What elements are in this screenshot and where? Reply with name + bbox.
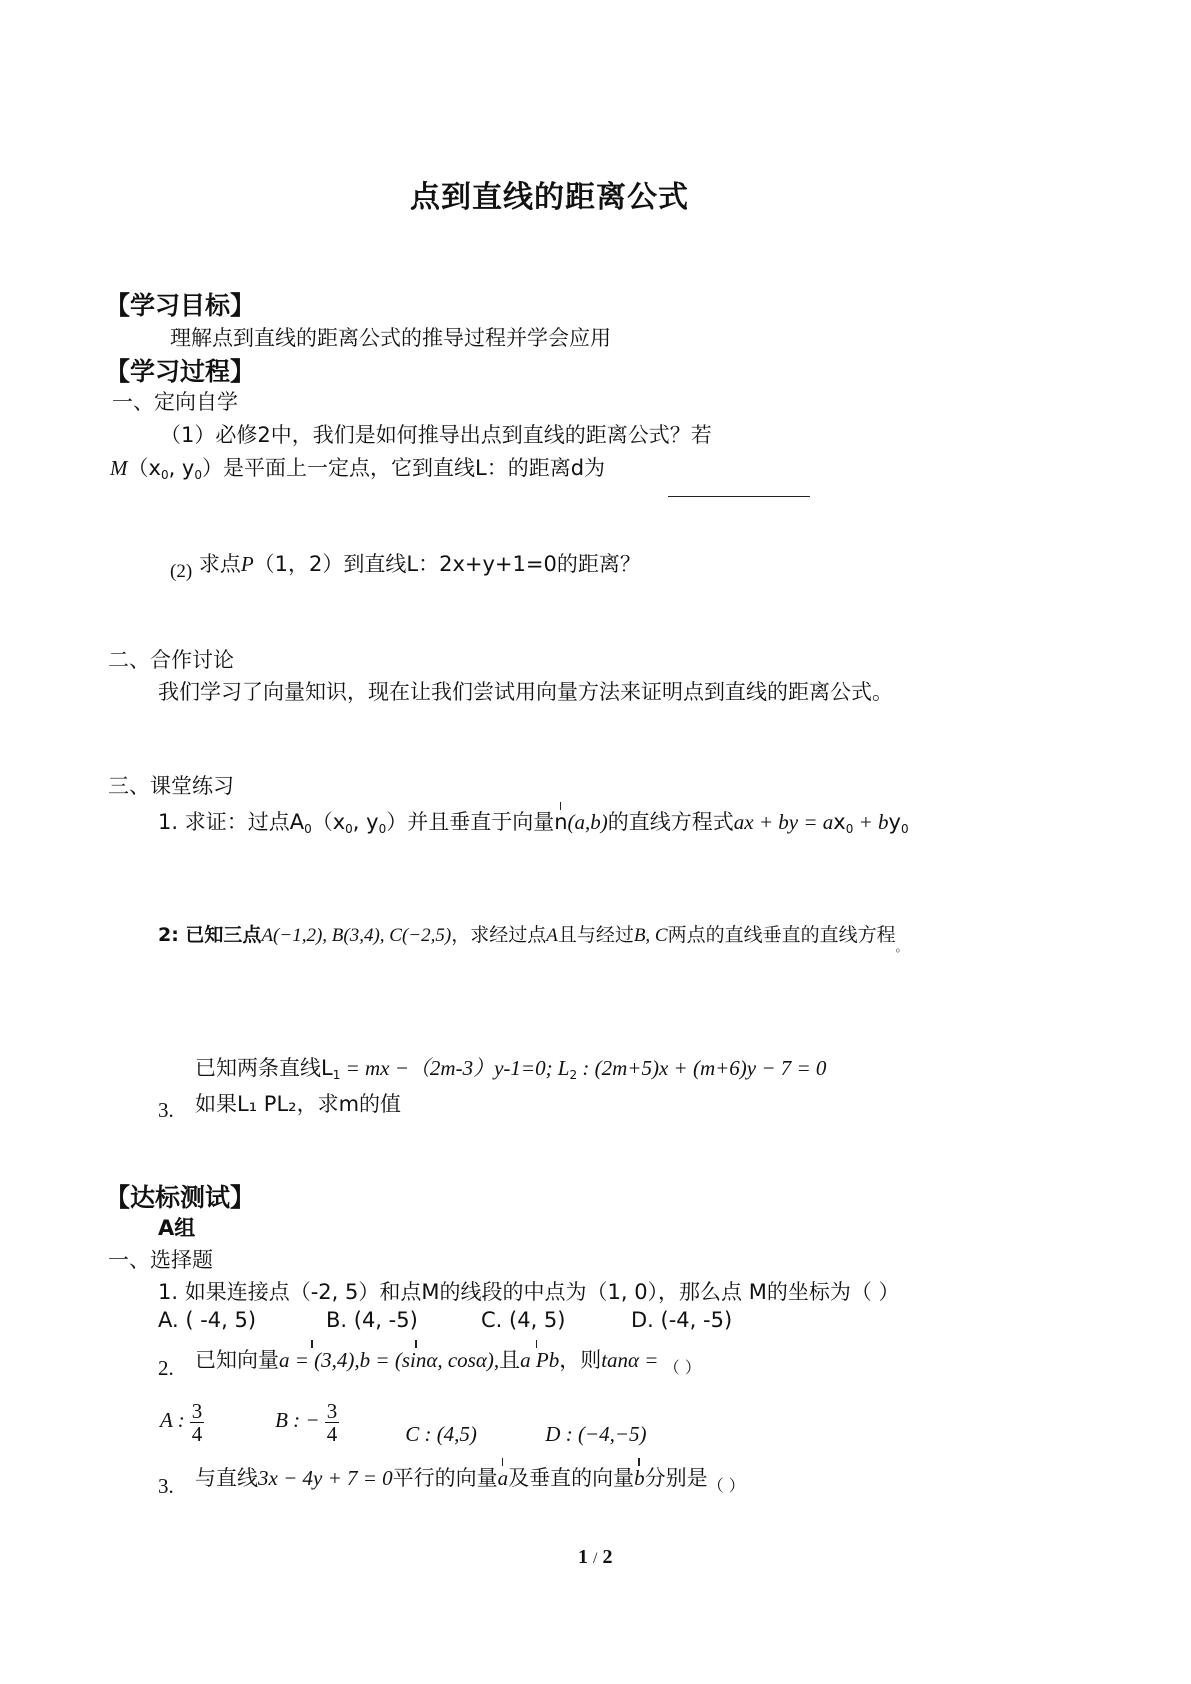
test-q3 [195,1462,745,1496]
goal-text: 理解点到直线的距离公式的推导过程并学会应用 [170,326,611,350]
q1-option-b[interactable]: B. (4, -5) [326,1308,418,1332]
q1-line1: （1）必修2中，我们是如何推导出点到直线的距离公式？若 [160,423,712,447]
q2-tan: tanα = [601,1348,664,1372]
q3-vector-a: a [497,1466,509,1490]
part2-heading: 二、合作讨论 [108,648,234,672]
q2-line [170,548,641,583]
exercise-3-line1: 已知两条直线$L_1$ = mx −（2m-3）y-1=0; $L_2$ : (2m+5)x + (m+6)y − 7 = 0 [195,1056,827,1082]
ex3-L1-eq: = mx −（2m-3）y-1=0; L [340,1056,570,1080]
q3-text-a: 与直线 [195,1466,258,1490]
ex1-text-a: 1. 求证：过点A [158,810,305,834]
test-q2 [195,1344,701,1378]
ex2-text-d: 两点的直线垂直的直线方程 [667,924,896,946]
point-P: P [240,552,254,576]
ex1-equation: ax + by = a [733,810,834,834]
q2-text-a: 求点 [198,552,241,576]
ex1-text-d: 的直线方程式 [607,810,734,834]
page-separator: / [593,1550,598,1567]
exercise-1: 1. 求证：过点$A_0(x_0$, $y_0$）并且垂直于向量n(a,b)的直线方程式ax + by = $ax_0 + by_0$ [158,810,909,836]
q3-text-d: 分别是 [644,1466,708,1490]
exercise-2 [158,920,908,955]
part3-heading: 三、课堂练习 [108,774,234,798]
vector-n: n [554,810,568,834]
ex2-end: 。 [895,940,908,954]
q2-text-a: 已知向量 [195,1348,279,1372]
q1-line2-text: 是平面上一定点，它到直线L：的距离d为 [223,456,606,480]
point-coords: （$x_0$, $y_0$） [127,456,223,482]
q1-option-d[interactable]: D. (-4, -5) [631,1308,733,1332]
point-M: M [110,456,128,480]
q1-options [158,1308,732,1332]
q2-option-a[interactable]: A : $\frac{3}{4}$ [160,1399,203,1447]
q2-text-b: （1，2）到直线L：2x+y+1=0的距离？ [253,552,641,576]
section-heading-goal: 【学习目标】 [105,291,256,320]
q3-answer-paren[interactable]: （ ） [707,1476,745,1495]
answer-blank[interactable] [668,482,810,501]
q2-option-c[interactable]: C : (4,5) [405,1422,477,1447]
ex1-ab: (a,b) [567,810,608,834]
page-current: 1 [578,1546,588,1568]
page-title: 点到直线的距离公式 [410,180,689,215]
q3-text-b: 平行的向量 [392,1466,498,1490]
q1-line2 [110,452,605,482]
ex2-A: A [546,925,558,946]
ex3-text-a: 已知两条直线L [195,1056,333,1080]
ex2-text-b: ，求经过点 [451,924,547,946]
q2-options [160,1400,647,1447]
q2-number: (2) [170,561,193,582]
exercise-3-line2: 如果L₁ PL₂，求m的值 [195,1092,402,1116]
page-total: 2 [602,1546,613,1568]
group-label: A组 [158,1216,196,1240]
ex2-BC: B, C [633,925,668,946]
q2-parallel: a Pb [520,1348,560,1372]
part1-heading: 一、定向自学 [112,390,238,414]
ex3-number: 3. [158,1098,174,1122]
q2-vector-a: a = (3,4), [279,1348,360,1372]
q1-option-a[interactable]: A. ( -4, 5) [158,1308,257,1332]
section-heading-process: 【学习过程】 [105,357,256,386]
ex2-text-c: 且与经过 [557,924,634,946]
q2-answer-paren[interactable]: （ ） [663,1358,701,1377]
q3-equation: 3x − 4y + 7 = 0 [258,1466,393,1490]
q1-option-c[interactable]: C. (4, 5) [481,1308,566,1332]
q3-text-c: 及垂直的向量 [508,1466,635,1490]
q2-text-b: 且 [499,1348,521,1372]
choice-heading: 一、选择题 [108,1248,213,1272]
q2-option-b[interactable]: B : − $\frac{3}{4}$ [275,1399,338,1447]
part2-text: 我们学习了向量知识，现在让我们尝试用向量方法来证明点到直线的距离公式。 [158,680,893,704]
ex2-points: A(−1,2), B(3,4), C(−2,5) [261,925,452,946]
ex3-L2-eq: : (2m+5)x + (m+6)y − 7 = 0 [577,1056,827,1080]
q3-vector-b: b [634,1466,645,1490]
q3-number: 3. [158,1474,174,1498]
ex2-text-a: 2: 已知三点 [158,924,262,946]
ex1-text-b: （$x_0$, $y_0$）并且垂直于向量 [311,810,555,836]
test-q1: 1. 如果连接点（-2, 5）和点M的线段的中点为（1, 0），那么点 M的坐标为（ ） [158,1280,900,1304]
q2-vector-b: b = (sinα, cosα), [359,1348,500,1372]
page-number [578,1546,612,1569]
q2-option-d[interactable]: D : (−4,−5) [545,1422,647,1447]
q2-number: 2. [158,1356,174,1380]
q2-text-c: ，则 [559,1348,602,1372]
section-heading-test: 【达标测试】 [105,1183,256,1212]
